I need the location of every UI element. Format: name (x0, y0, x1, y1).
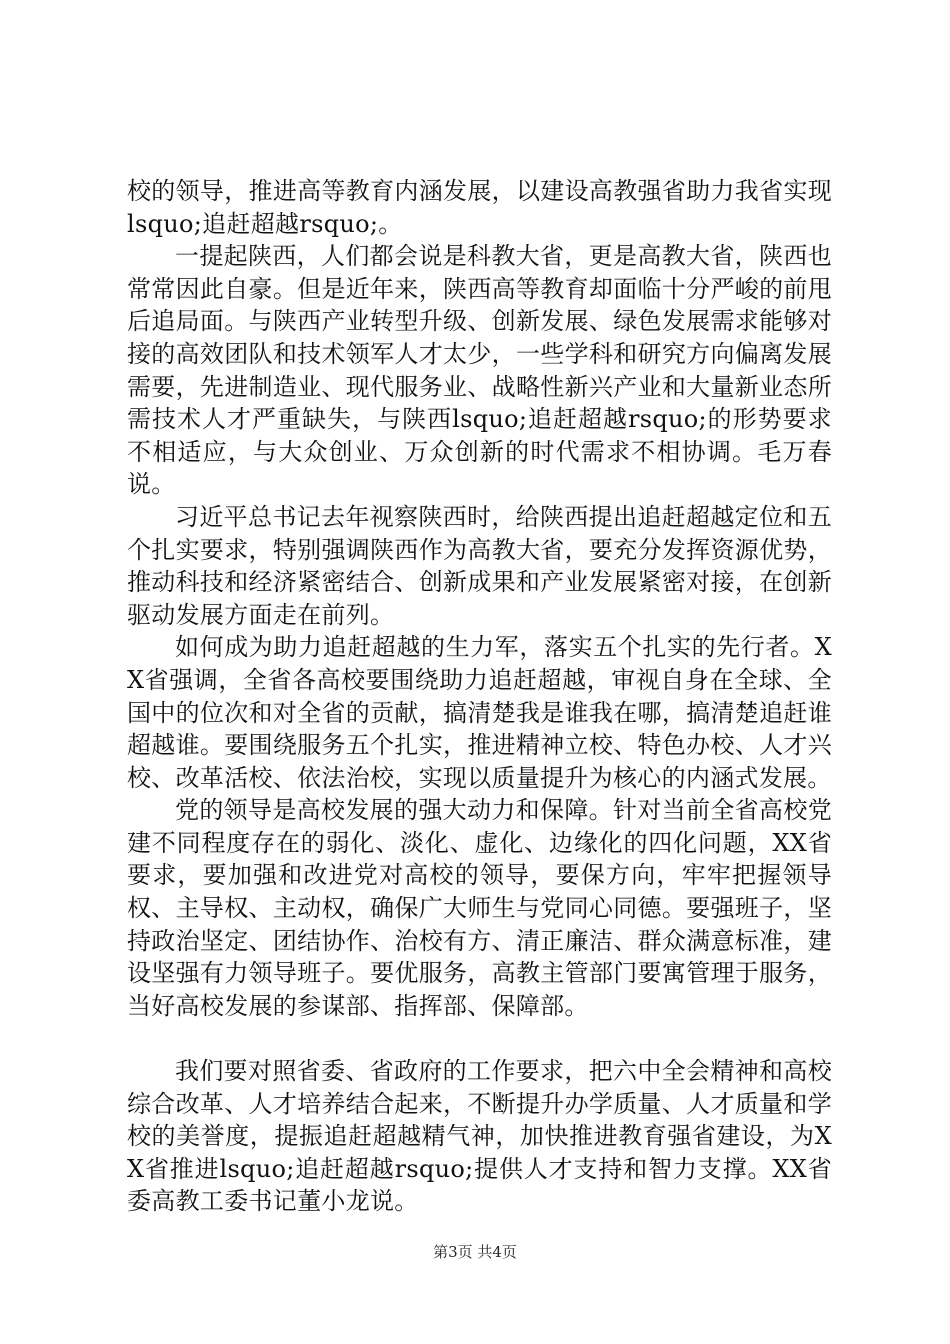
paragraph-party-leadership: 党的领导是高校发展的强大动力和保障。针对当前全省高校党建不同程度存在的弱化、淡化、虚化、边缘化的四化问题，XX省要求，要加强和改进党对高校的领导，要保方向，牢牢把握领导权、主导权、主动权，确保广大师生与党同心同德。要强班子，坚持政治坚定、团结协作、治校有方、清正廉洁、群众满意标准，建设坚强有力领导班子。要优服务，高教主管部门要寓管理于服务，当好高校发展的参谋部、指挥部、保障部。 (127, 796, 832, 1020)
document-body (127, 175, 832, 1218)
paragraph-shaanxi-education: 一提起陕西，人们都会说是科教大省，更是高教大省，陕西也常常因此自豪。但是近年来，陕西高等教育却面临十分严峻的前甩后追局面。与陕西产业转型升级、创新发展、绿色发展需求能够对接的高效团队和技术领军人才太少，一些学科和研究方向偏离发展需要，先进制造业、现代服务业、战略性新兴产业和大量新业态所需技术人才严重缺失，与陕西lsquo;追赶超越rsquo;的形势要求不相适应，与大众创业、万众创新的时代需求不相协调。毛万春说。 (127, 242, 832, 499)
page-number-footer: 第3页 共4页 (433, 1243, 517, 1261)
paragraph-closing-quote: 我们要对照省委、省政府的工作要求，把六中全会精神和高校综合改革、人才培养结合起来，不断提升办学质量、人才质量和学校的美誉度，提振追赶超越精气神，加快推进教育强省建设，为XX省推进lsquo;追赶超越rsquo;提供人才支持和智力支撑。XX省委高教工委书记董小龙说。 (127, 1057, 832, 1216)
paragraph-continuation: 校的领导，推进高等教育内涵发展，以建设高教强省助力我省实现lsquo;追赶超越rsquo;。 (127, 177, 832, 238)
paragraph-pioneer: 如何成为助力追赶超越的生力军，落实五个扎实的先行者。XX省强调，全省各高校要围绕助力追赶超越，审视自身在全球、全国中的位次和对全省的贡献，搞清楚我是谁我在哪，搞清楚追赶谁超越谁。要围绕服务五个扎实，推进精神立校、特色办校、人才兴校、改革活校、依法治校，实现以质量提升为核心的内涵式发展。 (127, 633, 832, 792)
paragraph-xi-visit: 习近平总书记去年视察陕西时，给陕西提出追赶超越定位和五个扎实要求，特别强调陕西作为高教大省，要充分发挥资源优势，推动科技和经济紧密结合、创新成果和产业发展紧密对接，在创新驱动发展方面走在前列。 (127, 502, 832, 629)
